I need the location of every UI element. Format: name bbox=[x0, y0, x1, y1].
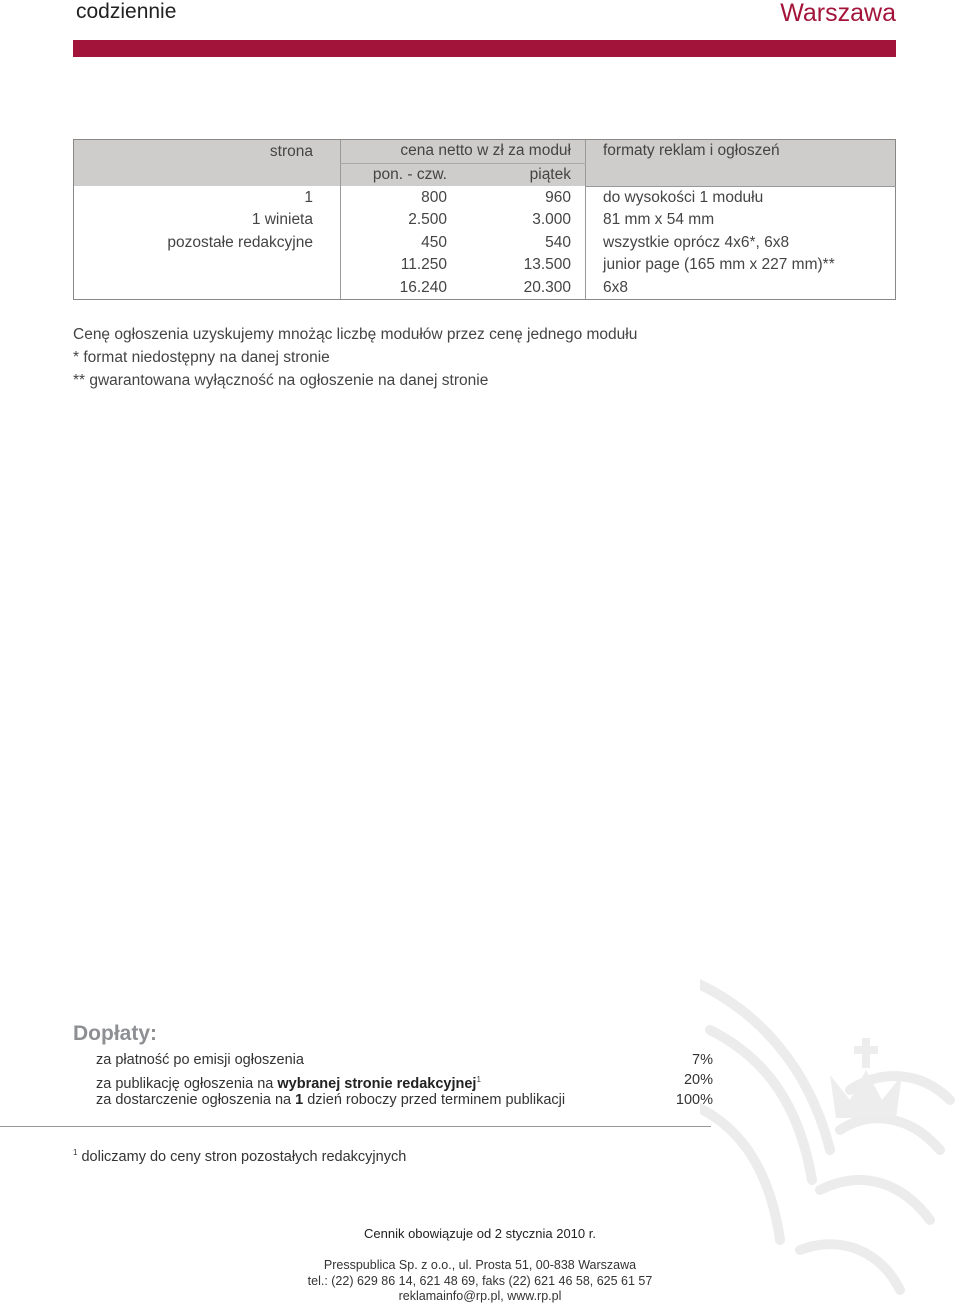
cell-friday: 960 bbox=[545, 188, 571, 206]
cell-weekday: 2.500 bbox=[341, 209, 448, 232]
cell-page bbox=[74, 254, 341, 277]
cell-weekday: 800 bbox=[341, 186, 448, 209]
surcharges-title: Dopłaty: bbox=[73, 1022, 157, 1045]
table-row bbox=[74, 186, 896, 209]
surcharge-value: 100% bbox=[675, 1092, 713, 1108]
table-row bbox=[74, 209, 896, 232]
cell-friday: 13.500 bbox=[523, 256, 571, 274]
divider bbox=[0, 1126, 711, 1127]
surcharge-value: 20% bbox=[683, 1072, 713, 1088]
cell-friday: 540 bbox=[545, 233, 571, 251]
header-left-label: codziennie bbox=[76, 0, 177, 23]
price-notes bbox=[73, 323, 637, 392]
table-row bbox=[74, 277, 896, 300]
cell-friday: 3.000 bbox=[532, 211, 571, 229]
cell-weekday: 16.240 bbox=[341, 277, 448, 300]
surcharge-row bbox=[96, 1090, 713, 1110]
cell-format: junior page (165 mm x 227 mm)** bbox=[586, 254, 896, 277]
address-line: Presspublica Sp. z o.o., ul. Prosta 51, 00-838 Warszawa bbox=[323, 1258, 637, 1272]
cell-page: 1 bbox=[74, 186, 341, 209]
header-page: strona bbox=[74, 140, 341, 164]
price-table bbox=[73, 139, 896, 300]
header-friday: piątek bbox=[447, 163, 586, 186]
address-line: reklamainfo@rp.pl, www.rp.pl bbox=[398, 1289, 562, 1303]
publisher-address bbox=[0, 1258, 960, 1305]
cell-format: 81 mm x 54 mm bbox=[586, 209, 896, 232]
note-line: Cenę ogłoszenia uzyskujemy mnożąc liczbę modułów przez cenę jednego modułu bbox=[73, 326, 638, 343]
header-formats: formaty reklam i ogłoszeń bbox=[586, 140, 896, 187]
cell-page: 1 winieta bbox=[74, 209, 341, 232]
header-weekday: pon. - czw. bbox=[341, 163, 448, 186]
table-row bbox=[74, 232, 896, 255]
cell-page bbox=[74, 277, 341, 300]
cell-weekday: 11.250 bbox=[341, 254, 448, 277]
table-row bbox=[74, 254, 896, 277]
cell-format: do wysokości 1 modułu bbox=[586, 186, 896, 209]
validity-note: Cennik obowiązuje od 2 stycznia 2010 r. bbox=[364, 1226, 596, 1241]
note-line: ** gwarantowana wyłączność na ogłoszenie na danej stronie bbox=[73, 372, 489, 389]
address-line: tel.: (22) 629 86 14, 621 48 69, faks (22) 621 46 58, 625 61 57 bbox=[307, 1273, 653, 1288]
cell-friday: 20.300 bbox=[447, 277, 586, 300]
surcharges-list bbox=[96, 1050, 713, 1110]
header-accent-bar bbox=[73, 40, 896, 57]
cell-page: pozostałe redakcyjne bbox=[74, 232, 341, 255]
surcharge-row bbox=[96, 1070, 713, 1090]
cell-format: 6x8 bbox=[586, 277, 896, 300]
surcharge-label: za płatność po emisji ogłoszenia bbox=[96, 1052, 304, 1068]
note-line: * format niedostępny na danej stronie bbox=[73, 349, 330, 366]
table-header-row bbox=[74, 140, 896, 164]
surcharge-label: za dostarczenie ogłoszenia na 1 dzień roboczy przed terminem publikacji bbox=[96, 1092, 566, 1108]
surcharge-value: 7% bbox=[692, 1052, 713, 1068]
header-price: cena netto w zł za moduł bbox=[341, 140, 586, 164]
cell-weekday: 450 bbox=[341, 232, 448, 255]
surcharge-row bbox=[96, 1050, 713, 1070]
header-city-label: Warszawa bbox=[780, 0, 896, 27]
surcharge-label: za publikację ogłoszenia na wybranej stronie redakcyjnej$^1$ bbox=[96, 1075, 481, 1092]
cell-format: wszystkie oprócz 4x6*, 6x8 bbox=[586, 232, 896, 255]
footnote: $^1$ doliczamy do ceny stron pozostałych redakcyjnych bbox=[73, 1148, 407, 1165]
